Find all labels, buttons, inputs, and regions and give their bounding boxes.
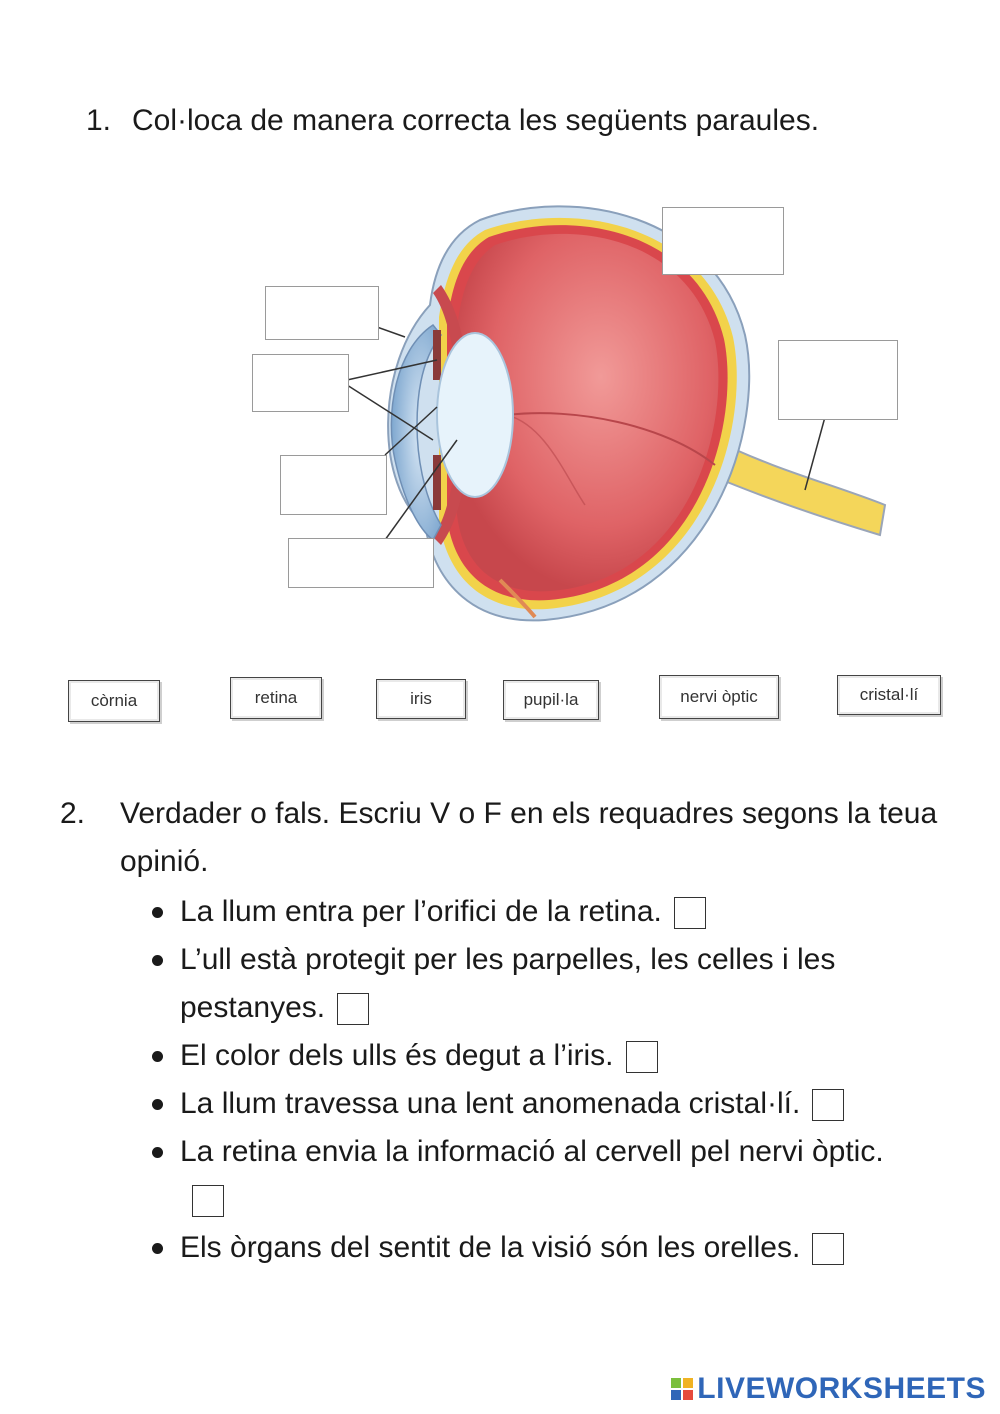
liveworksheets-logo <box>671 1372 986 1406</box>
list-item <box>150 1128 910 1224</box>
drop-zone-3[interactable] <box>778 340 898 420</box>
word-cornia[interactable]: còrnia <box>68 680 160 722</box>
answer-box[interactable] <box>337 993 369 1025</box>
answer-box[interactable] <box>626 1041 658 1073</box>
statement-text: Els òrgans del sentit de la visió són les orelles. <box>180 1231 801 1264</box>
word-nervi-optic[interactable]: nervi òptic <box>659 675 779 719</box>
logo-text: LIVEWORKSHEETS <box>697 1372 986 1405</box>
answer-box[interactable] <box>192 1185 224 1217</box>
list-item <box>150 1080 910 1128</box>
drop-zone-6[interactable] <box>288 538 434 588</box>
list-item <box>150 888 910 936</box>
question-2-text: Verdader o fals. Escriu V o F en els requadres segons la teua opinió. <box>120 797 938 878</box>
list-item <box>150 936 910 1032</box>
statement-text: El color dels ulls és degut a l’iris. <box>180 1039 614 1072</box>
list-item <box>150 1224 910 1272</box>
list-item <box>150 1032 910 1080</box>
logo-icon <box>671 1378 693 1400</box>
word-cristalli[interactable]: cristal·lí <box>837 675 941 715</box>
answer-box[interactable] <box>812 1089 844 1121</box>
drop-zone-2[interactable] <box>265 286 379 340</box>
statement-text: La llum travessa una lent anomenada cristal·lí. <box>180 1087 801 1120</box>
word-iris[interactable]: iris <box>376 679 466 719</box>
drop-zone-1[interactable] <box>662 207 784 275</box>
answer-box[interactable] <box>812 1233 844 1265</box>
statement-list <box>150 888 910 1272</box>
word-retina[interactable]: retina <box>230 677 322 719</box>
question-1 <box>86 104 819 138</box>
word-pupilla[interactable]: pupil·la <box>503 680 599 720</box>
answer-box[interactable] <box>674 897 706 929</box>
question-1-number: 1. <box>86 104 112 137</box>
question-1-text: Col·loca de manera correcta les següents paraules. <box>132 104 820 137</box>
statement-text: L’ull està protegit per les parpelles, les celles i les pestanyes. <box>180 943 836 1024</box>
question-2-number: 2. <box>60 797 86 830</box>
drop-zone-5[interactable] <box>280 455 387 515</box>
drop-zone-4[interactable] <box>252 354 349 412</box>
statement-text: La retina envia la informació al cervell pel nervi òptic. <box>180 1135 884 1168</box>
statement-text: La llum entra per l’orifici de la retina. <box>180 895 662 928</box>
